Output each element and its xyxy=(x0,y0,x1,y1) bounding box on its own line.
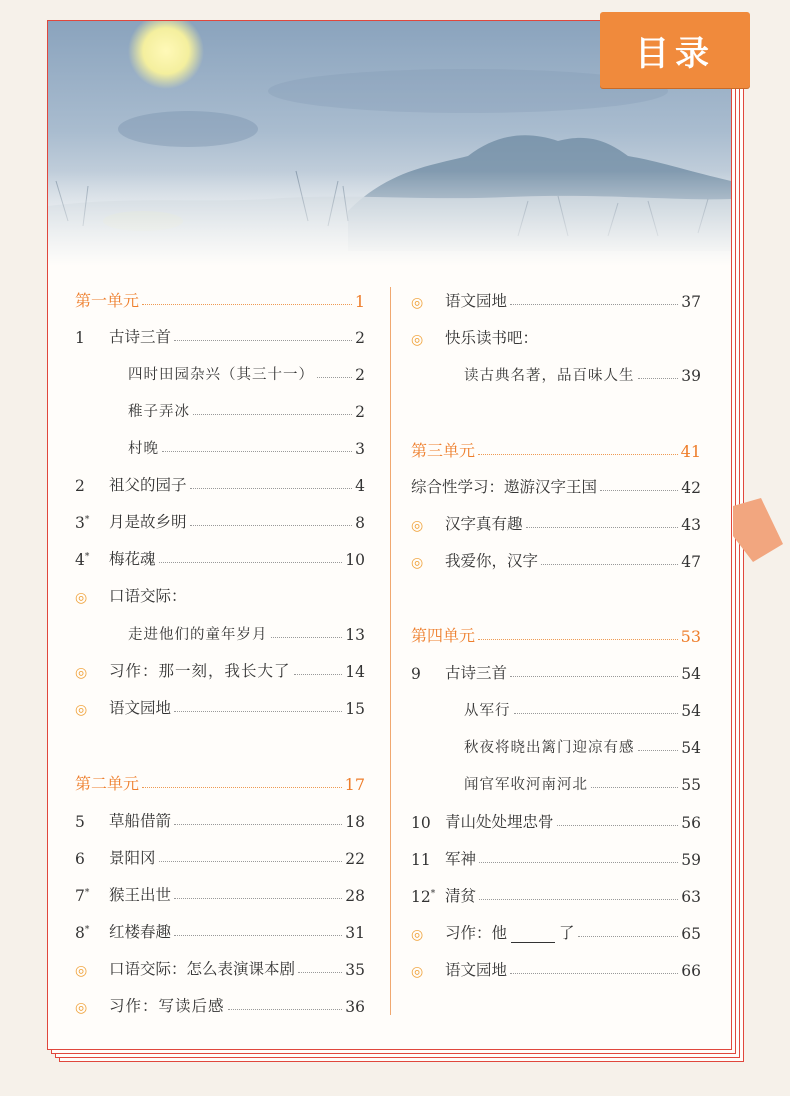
lesson-row[interactable] xyxy=(411,880,701,906)
unit-3-row[interactable] xyxy=(411,435,701,461)
leader-dots xyxy=(159,562,343,563)
lesson-number: 8* xyxy=(75,924,90,942)
circle-bullet-icon: ◎ xyxy=(75,1000,88,1016)
page-number: 54 xyxy=(681,702,701,720)
leader-dots xyxy=(174,711,342,712)
lesson-title: 月是故乡明 xyxy=(109,513,187,531)
bookmark-ribbon xyxy=(733,496,783,566)
page-number: 37 xyxy=(681,293,701,311)
circle-bullet-icon: ◎ xyxy=(75,963,88,979)
leader-dots xyxy=(591,787,678,788)
page-number: 55 xyxy=(681,776,701,794)
leader-dots xyxy=(174,824,342,825)
circle-bullet-icon: ◎ xyxy=(411,964,424,980)
leader-dots xyxy=(190,488,353,489)
activity-row[interactable] xyxy=(75,692,365,718)
lesson-number: 4* xyxy=(75,551,90,569)
poem-title: 稚子弄冰 xyxy=(128,404,190,420)
page-number: 41 xyxy=(680,442,701,461)
leader-dots xyxy=(478,454,678,455)
column-divider xyxy=(390,287,391,1015)
page-number: 47 xyxy=(681,553,701,571)
activity-row[interactable] xyxy=(411,954,701,980)
activity-row[interactable] xyxy=(411,508,701,534)
unit-4-row[interactable] xyxy=(411,620,701,646)
lesson-number: 3* xyxy=(75,514,90,532)
page-number: 59 xyxy=(681,851,701,869)
lesson-number: 12* xyxy=(411,888,436,906)
leader-dots xyxy=(600,490,678,491)
page-number: 1 xyxy=(354,292,365,311)
leader-dots xyxy=(514,713,679,714)
poem-row[interactable] xyxy=(464,768,701,794)
lesson-number: 6 xyxy=(75,850,85,868)
unit-label: 第三单元 xyxy=(411,441,476,460)
page-number: 65 xyxy=(681,925,701,943)
lesson-title: 梅花魂 xyxy=(109,550,156,568)
lesson-row[interactable] xyxy=(411,806,701,832)
page-number: 54 xyxy=(681,739,701,757)
leader-dots xyxy=(526,527,679,528)
leader-dots xyxy=(298,972,342,973)
leader-dots xyxy=(142,304,352,305)
activity-title: 口语交际：怎么表演课本剧 xyxy=(109,960,296,978)
page-number: 22 xyxy=(345,850,365,868)
page-number: 2 xyxy=(355,329,365,347)
poem-row[interactable] xyxy=(128,395,365,421)
lesson-row[interactable] xyxy=(411,843,701,869)
leader-dots xyxy=(294,674,343,675)
lesson-row[interactable] xyxy=(75,916,365,942)
lesson-title: 红楼春趣 xyxy=(109,923,172,941)
page-number: 53 xyxy=(680,627,701,646)
activity-row[interactable] xyxy=(75,580,365,606)
circle-bullet-icon: ◎ xyxy=(75,590,88,606)
page-number: 13 xyxy=(345,626,365,644)
leader-dots xyxy=(638,378,679,379)
lesson-title: 猴王出世 xyxy=(109,886,172,904)
fill-in-blank xyxy=(511,926,555,943)
lesson-number: 11 xyxy=(411,851,431,869)
activity-row[interactable] xyxy=(75,655,365,681)
lesson-row[interactable] xyxy=(75,321,365,347)
activity-title: 快乐读书吧： xyxy=(445,329,539,347)
lesson-title: 军神 xyxy=(445,850,477,868)
page-number: 10 xyxy=(345,551,365,569)
poem-row[interactable] xyxy=(128,432,365,458)
leader-dots xyxy=(159,861,343,862)
page-number: 17 xyxy=(344,775,365,794)
activity-title: 读古典名著，品百味人生 xyxy=(464,368,635,384)
activity-row[interactable] xyxy=(411,285,701,311)
poem-row[interactable] xyxy=(128,358,365,384)
activity-row[interactable] xyxy=(75,953,365,979)
leader-dots xyxy=(174,340,352,341)
page-number: 66 xyxy=(681,962,701,980)
activity-row[interactable] xyxy=(411,322,701,348)
lesson-number: 7* xyxy=(75,887,90,905)
page-number: 2 xyxy=(355,403,365,421)
lesson-row[interactable] xyxy=(411,657,701,683)
page-number: 28 xyxy=(345,887,365,905)
leader-dots xyxy=(479,862,678,863)
leader-dots xyxy=(479,899,678,900)
lesson-title: 古诗三首 xyxy=(109,328,172,346)
lesson-number: 10 xyxy=(411,814,431,832)
leader-dots xyxy=(228,1009,343,1010)
poem-title: 四时田园杂兴（其三十一） xyxy=(128,367,314,383)
activity-title: 我爱你，汉字 xyxy=(445,552,539,570)
poem-title: 闻官军收河南河北 xyxy=(464,777,588,793)
lesson-title: 青山处处埋忠骨 xyxy=(445,813,554,831)
activity-title: 语文园地 xyxy=(109,699,172,717)
activity-title: 习作：写读后感 xyxy=(109,997,225,1015)
page-number: 36 xyxy=(345,998,365,1016)
activity-title: 语文园地 xyxy=(445,292,508,310)
leader-dots xyxy=(510,973,678,974)
leader-dots xyxy=(174,935,342,936)
activity-subrow[interactable] xyxy=(464,359,701,385)
leader-dots xyxy=(541,564,678,565)
page-number: 14 xyxy=(345,663,365,681)
leader-dots xyxy=(578,936,679,937)
lesson-title: 草船借箭 xyxy=(109,812,172,830)
lesson-title: 清贫 xyxy=(445,887,477,905)
page-number: 56 xyxy=(681,814,701,832)
circle-bullet-icon: ◎ xyxy=(411,927,424,943)
page-number: 43 xyxy=(681,516,701,534)
toc-heading: 目录 xyxy=(635,34,715,74)
page-number: 63 xyxy=(681,888,701,906)
page-number: 39 xyxy=(681,367,701,385)
activity-row[interactable] xyxy=(411,545,701,571)
leader-dots xyxy=(510,676,678,677)
activity-row[interactable] xyxy=(411,471,701,497)
lesson-title: 景阳冈 xyxy=(109,849,156,867)
activity-row[interactable] xyxy=(75,990,365,1016)
page-number: 4 xyxy=(355,477,365,495)
page-number: 3 xyxy=(355,440,365,458)
unit-2-row[interactable] xyxy=(75,768,365,794)
lesson-number: 1 xyxy=(75,329,85,347)
poem-title: 村晚 xyxy=(128,441,159,457)
page-number: 54 xyxy=(681,665,701,683)
circle-bullet-icon: ◎ xyxy=(411,332,424,348)
poem-title: 从军行 xyxy=(464,703,511,719)
toc-tab xyxy=(600,12,750,88)
circle-bullet-icon: ◎ xyxy=(75,702,88,718)
leader-dots xyxy=(317,377,352,378)
page-number: 8 xyxy=(355,514,365,532)
leader-dots xyxy=(638,750,679,751)
leader-dots xyxy=(510,304,678,305)
activity-title: 习作：那一刻，我长大了 xyxy=(109,662,291,680)
activity-title: 习作：他 了 xyxy=(445,924,575,942)
circle-bullet-icon: ◎ xyxy=(411,518,424,534)
poem-row[interactable] xyxy=(464,731,701,757)
activity-subrow[interactable] xyxy=(128,618,365,644)
page-number: 2 xyxy=(355,366,365,384)
page-number: 15 xyxy=(345,700,365,718)
unit-label: 第四单元 xyxy=(411,626,476,645)
leader-dots xyxy=(190,525,353,526)
lesson-row[interactable] xyxy=(75,543,365,569)
lesson-row[interactable] xyxy=(75,805,365,831)
activity-title: 综合性学习：遨游汉字王国 xyxy=(411,478,598,496)
circle-bullet-icon: ◎ xyxy=(75,665,88,681)
leader-dots xyxy=(478,639,678,640)
activity-title: 口语交际： xyxy=(109,587,187,605)
leader-dots xyxy=(193,414,352,415)
leader-dots xyxy=(142,787,342,788)
lesson-row[interactable] xyxy=(75,506,365,532)
page-number: 42 xyxy=(681,479,701,497)
circle-bullet-icon: ◎ xyxy=(411,295,424,311)
leader-dots xyxy=(174,898,342,899)
poem-title: 秋夜将晓出篱门迎凉有感 xyxy=(464,740,635,756)
lesson-row[interactable] xyxy=(75,842,365,868)
leader-dots xyxy=(557,825,679,826)
poem-row[interactable] xyxy=(464,694,701,720)
activity-row[interactable] xyxy=(411,917,701,943)
lesson-number: 9 xyxy=(411,665,421,683)
leader-dots xyxy=(271,637,343,638)
lesson-row[interactable] xyxy=(75,469,365,495)
page-number: 18 xyxy=(345,813,365,831)
lesson-title: 古诗三首 xyxy=(445,664,508,682)
page-number: 31 xyxy=(345,924,365,942)
page-number: 35 xyxy=(345,961,365,979)
lesson-title: 祖父的园子 xyxy=(109,476,187,494)
lesson-number: 5 xyxy=(75,813,85,831)
unit-label: 第一单元 xyxy=(75,291,140,310)
lesson-row[interactable] xyxy=(75,879,365,905)
activity-title: 语文园地 xyxy=(445,961,508,979)
unit-1-row[interactable] xyxy=(75,285,365,311)
activity-title: 汉字真有趣 xyxy=(445,515,523,533)
leader-dots xyxy=(162,451,352,452)
lesson-number: 2 xyxy=(75,477,85,495)
unit-label: 第二单元 xyxy=(75,774,140,793)
circle-bullet-icon: ◎ xyxy=(411,555,424,571)
activity-title: 走进他们的童年岁月 xyxy=(128,627,268,643)
